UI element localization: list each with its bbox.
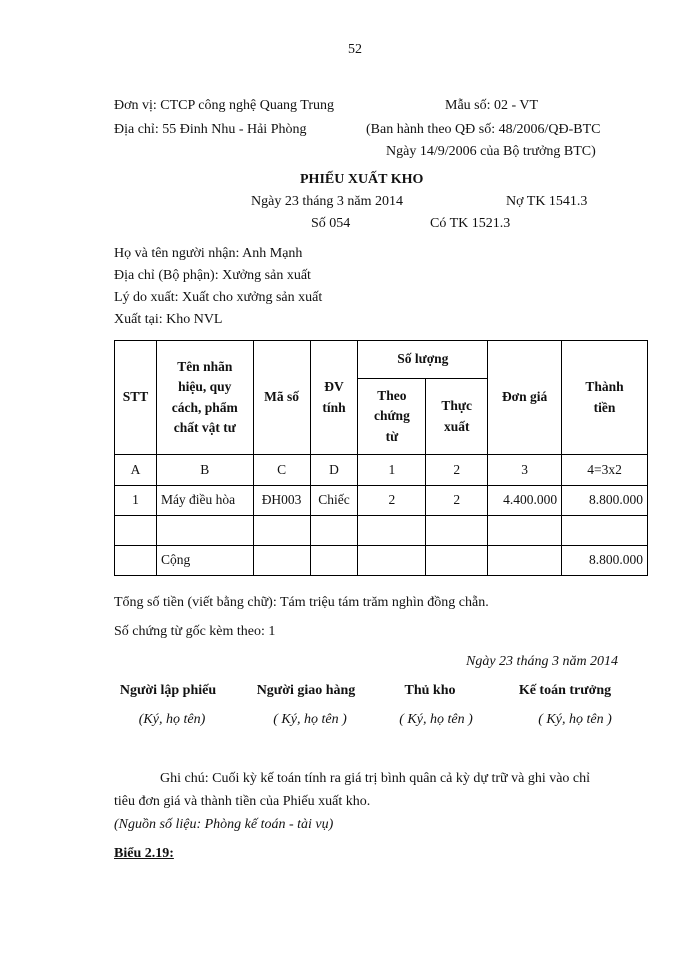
signature-note-deliverer: ( Ký, họ tên ) [273,712,347,727]
empty-row [115,516,648,546]
document-title: PHIẾU XUẤT KHO [300,172,424,187]
header-qty-by-doc: Theo chứng từ [358,379,426,455]
goods-issue-table [114,340,648,576]
unit-address: Địa chỉ: 55 Đinh Nhu - Hải Phòng [114,122,307,137]
signature-role-storekeeper: Thủ kho [404,683,456,698]
total-amount: 8.800.000 [562,546,648,576]
header-unit: ĐV tính [310,341,358,455]
recipient-name: Họ và tên người nhận: Anh Mạnh [114,246,303,261]
debit-account: Nợ TK 1541.3 [506,194,588,209]
signature-note-preparer: (Ký, họ tên) [138,712,206,727]
total-label: Cộng [156,546,253,576]
total-row [115,546,648,576]
header-item-name: Tên nhãn hiệu, quy cách, phẩm chất vật tư [156,341,253,455]
header-amount: Thành tiền [562,341,648,455]
page-number: 52 [348,42,362,57]
header-price: Đơn giá [488,341,562,455]
document-number: Số 054 [311,216,351,231]
table-row: 1 Máy điều hòa ĐH003 Chiếc 2 2 4.400.000 8.800.000 [115,486,648,516]
credit-account: Có TK 1521.3 [430,216,511,231]
total-in-words: Tổng số tiền (viết bằng chữ): Tám triệu tám trăm nghìn đồng chẵn. [114,595,489,610]
issue-reason: Lý do xuất: Xuất cho xưởng sản xuất [114,290,323,305]
signature-role-deliverer: Người giao hàng [256,683,356,698]
note-line-1: Ghi chú: Cuối kỳ kế toán tính ra giá trị bình quân cả kỳ dự trữ và ghi vào chỉ [160,771,591,786]
next-figure-label: Biểu 2.19: [114,846,174,861]
header-qty-actual: Thực xuất [426,379,488,455]
unit-name: Đơn vị: CTCP công nghệ Quang Trung [114,98,335,113]
form-number: Mẫu số: 02 - VT [445,98,539,113]
signing-date: Ngày 23 tháng 3 năm 2014 [466,654,619,669]
signature-note-storekeeper: ( Ký, họ tên ) [399,712,473,727]
index-row: A B C D 1 2 3 4=3x2 [115,455,648,486]
signature-role-chief-accountant: Kế toán trưởng [518,683,612,698]
issued-decision: (Ban hành theo QĐ số: 48/2006/QĐ-BTC [366,122,601,137]
note-line-2: tiêu đơn giá và thành tiền của Phiếu xuất kho. [114,794,371,809]
recipient-department: Địa chỉ (Bộ phận): Xưởng sản xuất [114,268,311,283]
signature-role-preparer: Người lập phiếu [119,683,217,698]
attached-documents: Số chứng từ gốc kèm theo: 1 [114,624,276,639]
issued-date: Ngày 14/9/2006 của Bộ trưởng BTC) [386,144,596,159]
issue-location: Xuất tại: Kho NVL [114,312,223,327]
header-stt: STT [115,341,157,455]
signature-note-chief-accountant: ( Ký, họ tên ) [538,712,612,727]
header-code: Mã số [253,341,310,455]
document-date: Ngày 23 tháng 3 năm 2014 [251,194,404,209]
data-source: (Nguồn số liệu: Phòng kế toán - tài vụ) [114,817,334,832]
header-quantity: Số lượng [358,341,488,379]
